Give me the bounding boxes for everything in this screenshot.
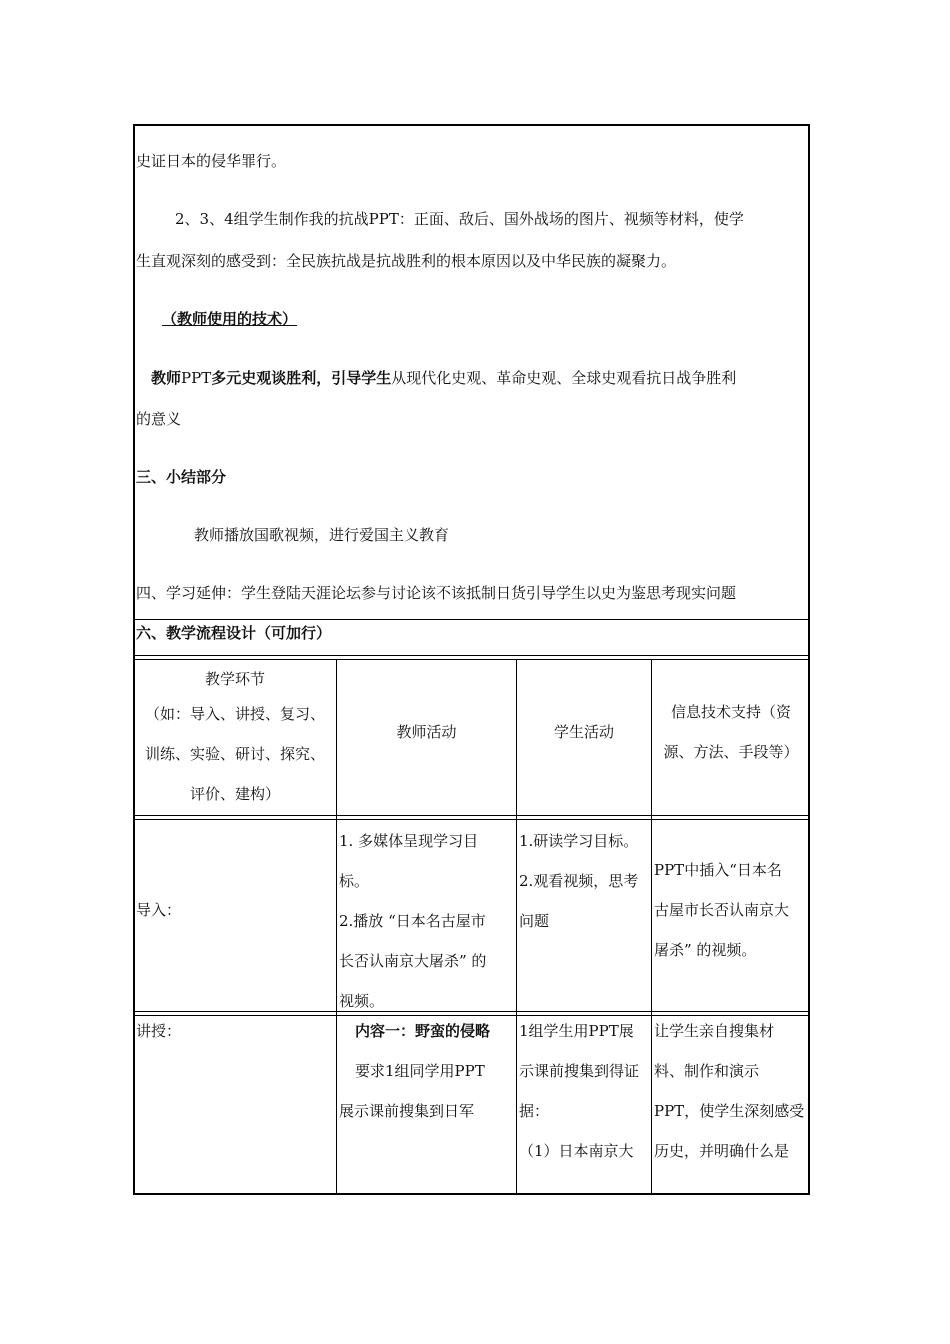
row1-it-line: 屠杀” 的视频。 <box>654 941 757 959</box>
header-it <box>652 702 810 762</box>
header-teacher: 教师活动 <box>396 723 457 741</box>
section6-heading: 六、教学流程设计（可加行） <box>136 624 332 642</box>
summary-heading: 三、小结部分 <box>136 468 227 486</box>
row1-teacher-line: 视频。 <box>339 992 385 1010</box>
row1-teacher-line: 长否认南京大屠杀” 的 <box>339 952 487 970</box>
row1-teacher-line: 标。 <box>339 872 370 890</box>
row2-student-line: 示课前搜集到得证 <box>519 1062 640 1080</box>
divider <box>133 619 810 620</box>
row1-teacher-line: 1. 多媒体呈现学习目 <box>339 832 479 850</box>
row2-student-line: 据： <box>519 1102 550 1120</box>
divider <box>133 815 810 816</box>
row2-it <box>654 1011 810 1171</box>
header-stage-line: （如：导入、讲授、复习、 <box>144 705 325 723</box>
header-stage-line: 教学环节 <box>204 670 265 688</box>
text-line: 生直观深刻的感受到：全民族抗战是抗战胜利的根本原因以及中华民族的凝聚力。 <box>136 252 677 270</box>
summary-text: 教师播放国歌视频，进行爱国主义教育 <box>194 526 450 544</box>
header-it-line: 信息技术支持（资 <box>670 703 791 721</box>
row2-it-line: 历史，并明确什么是 <box>654 1142 790 1160</box>
row2-student-line: 1组学生用PPT展 <box>519 1022 634 1040</box>
tech-heading: （教师使用的技术） <box>162 310 298 328</box>
row2-teacher-line: 要求1组同学用PPT <box>355 1062 485 1080</box>
row2-student-line: （1）日本南京大 <box>519 1142 634 1160</box>
row2-teacher <box>339 1011 516 1131</box>
row2-teacher-line: 展示课前搜集到日军 <box>339 1102 475 1120</box>
header-student: 学生活动 <box>553 723 614 741</box>
divider <box>133 819 810 820</box>
teacher-tech-line <box>151 368 736 388</box>
header-stage <box>134 664 336 814</box>
row1-student-line: 2.观看视频，思考 <box>519 872 639 890</box>
header-it-line: 源、方法、手段等） <box>663 743 799 761</box>
text-line: 史证日本的侵华罪行。 <box>136 152 287 170</box>
extension-text: 四、学习延伸：学生登陆天涯论坛参与讨论该不该抵制日货引导学生以史为鉴思考现实问题 <box>136 584 737 602</box>
row2-stage: 讲授： <box>136 1022 182 1040</box>
header-stage-line: 训练、实验、研讨、探究、 <box>144 745 325 763</box>
row1-student-line: 问题 <box>519 912 550 930</box>
row1-teacher <box>339 821 516 1021</box>
divider <box>133 655 810 656</box>
row1-student <box>519 821 653 941</box>
row2-teacher-heading: 内容一：野蛮的侵略 <box>355 1022 491 1040</box>
row1-it-line: 古屋市长否认南京大 <box>654 901 790 919</box>
row1-it <box>654 850 810 970</box>
row1-student-line: 1.研读学习目标。 <box>519 832 639 850</box>
row2-it-line: PPT，使学生深刻感受 <box>654 1102 805 1120</box>
header-stage-line: 评价、建构） <box>189 785 280 803</box>
teacher-prefix: 教师 <box>151 369 182 387</box>
text-line: 2、3、4组学生制作我的抗战PPT：正面、敌后、国外战场的图片、视频等材料，使学 <box>175 210 744 228</box>
row1-stage: 导入： <box>136 901 182 919</box>
divider <box>133 659 810 660</box>
row1-it-line: PPT中插入“日本名 <box>654 861 782 879</box>
row2-it-line: 让学生亲自搜集材 <box>654 1022 775 1040</box>
row1-teacher-line: 2.播放 “日本名古屋市 <box>339 912 486 930</box>
teacher-ppt: PPT <box>181 369 212 387</box>
teacher-rest: 从现代化史观、革命史观、全球史观看抗日战争胜利 <box>391 369 737 387</box>
row2-student <box>519 1011 653 1171</box>
text-line: 的意义 <box>136 410 182 428</box>
row2-it-line: 料、制作和演示 <box>654 1062 760 1080</box>
teacher-bold: 多元史观谈胜利，引导学生 <box>211 369 392 387</box>
